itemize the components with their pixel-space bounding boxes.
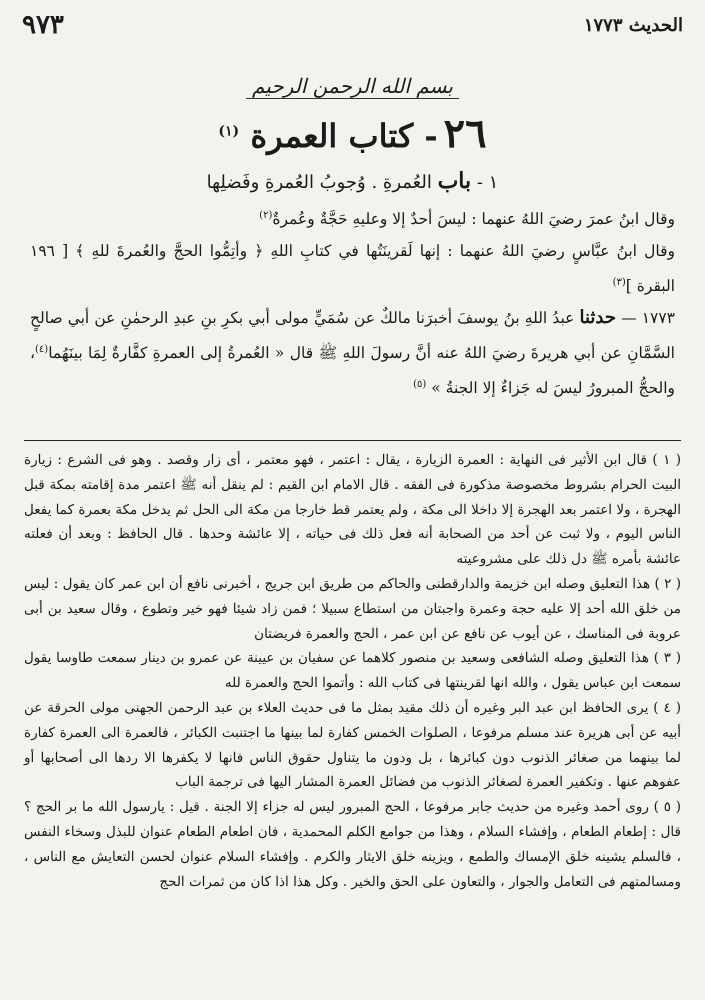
hadith-1773 bbox=[30, 302, 675, 404]
book-title-footnote-mark: (١) bbox=[218, 123, 240, 140]
footnote-mark-5: (٥) bbox=[413, 379, 427, 391]
footnote-mark-4: (٤) bbox=[35, 344, 49, 356]
hadith-text: عبدُ اللهِ بنُ يوسفَ أخبرَنا مالكٌ عن سُمَيٍّ مولى أبي بكرِ بنِ عبدِ الرحمٰنِ عن أبي صالحٍ السَّمَّانِ عن أبي هريرةَ رضيَ اللهُ عنه أنَّ رسولَ اللهِ ﷺ قال « العُمرةُ إلى العمرةِ كفَّارةٌ لِمَا بينَهُما bbox=[30, 309, 675, 363]
footnote-3: ( ٣ ) هذا التعليق وصله الشافعى وسعيد بن منصور كلاهما عن سفيان بن عيينة عن عمرو بن دينار سمعت طاوسا يقول سمعت ابن عباس يقول ، والله انها لقرينتها فى كتاب الله : وأتموا الحج والعمرة لله bbox=[24, 650, 681, 692]
basmala-text: بسم الله الرحمن الرحيم bbox=[246, 74, 459, 99]
footnotes bbox=[24, 448, 681, 894]
book-number: ٢٦ bbox=[443, 110, 487, 157]
page-header bbox=[22, 8, 683, 42]
chapter-heading bbox=[0, 168, 705, 194]
athar-ibn-abbas-text: وقال ابنُ عبَّاسٍ رضيَ اللهُ عنهما : إنها لَقرينَتُها في كتابِ اللهِ ﴿ وأتِمُّوا الحجَّ والعُمرةَ للهِ ﴾ [ ١٩٦ البقرة ] bbox=[30, 242, 675, 296]
chapter-bab-label: باب bbox=[437, 168, 472, 194]
athar-ibn-umar bbox=[30, 200, 675, 235]
running-header-hadith-ref: الحديث ١٧٧٣ bbox=[583, 14, 683, 36]
book-title bbox=[0, 110, 705, 157]
hadith-number: ١٧٧٣ — bbox=[621, 309, 675, 328]
footnote-mark-3: (٣) bbox=[612, 277, 626, 289]
hadith-label: حدثنا bbox=[579, 307, 616, 329]
footnote-4: ( ٤ ) يرى الحافظ ابن عبد البر وغيره أن ذلك مقيد بمثل ما فى حديث العلاء بن عبد الرحمن الجهنى مولى الحرقة عن أبيه عن أبى هريرة عند مسلم مرفوعا ، الصلوات الخمس كفارة لما بينها ما اجتنبت الكبائر ، فالعمرة الى العمرة كفارة لما بينهما من صغائر الذنوب دون كبائرها ، بل ودون ما يتناول حقوق الناس فانها لا يكفرها الا ردها الى أصحابها أو عفوهم عنها . وتكفير العمرة لصغائر الذنوب من فضائل العمرة المشار اليها فى ترجمة الباب bbox=[24, 699, 681, 791]
footnote-5: ( ٥ ) روى أحمد وغيره من حديث جابر مرفوعا ، الحج المبرور ليس له جزاء إلا الجنة . قيل : يارسول الله ما بر الحج ؟ قال : إطعام الطعام ، وإفشاء السلام ، وهذا من جوامع الكلم المحمدية ، فان اطعام الطعام عنوان للبذل وسخاء النفس ، فالسلم يشينه خلق الإمساك والطمع ، ويزينه خلق الايثار والكرم . وإفشاء السلام عنوان لحسن التعايش مع الناس ، ومسالمتهم فى التعامل والجوار ، والتعاون على الحق والخير . وكل هذا اذا كان من ثمرات الحج bbox=[24, 799, 681, 890]
hadith-text-continued: ، والحجُّ المبرورُ ليسَ له جَزاءٌ إلا الجنةُ » bbox=[30, 344, 675, 398]
chapter-number: ١ - bbox=[476, 172, 499, 193]
basmala-calligraphy bbox=[0, 74, 705, 98]
footnote-1: ( ١ ) قال ابن الأثير فى النهاية : العمرة الزيارة ، يقال : اعتمر ، فهو معتمر ، أى زار وقصد . وهو فى الشرع : زيارة البيت الحرام بشروط مخصوصة مذكورة فى الفقه . قال الامام ابن القيم : لم ينقل أنه ﷺ اعتمر مدة إقامته بمكة قبل الهجرة ، ولا اعتمر بعد الهجرة إلا داخلا الى مكة ، ولم يعتمر قط خارجا من مكة الى الحل ثم يدخل مكة بعمرة كما يفعل الناس اليوم ، ولا ثبت عن أحد من الصحابة أنه فعل ذلك فى حياته ، إلا عائشة وحدها . قال الحافظ : وبعد أن فعلته عائشة بأمره ﷺ دل ذلك على مشروعيته bbox=[24, 452, 681, 568]
page-number: ٩٧٣ bbox=[22, 10, 64, 40]
footnote-2: ( ٢ ) هذا التعليق وصله ابن خزيمة والدارقطنى والحاكم من طريق ابن جريج ، أخبرنى نافع أن ابن عمر كان يقول : ليس من خلق الله أحد إلا عليه حجة وعمرة واجبتان من استطاع سبيلا ؛ فمن زاد شيئا فهو خير وتطوع ، وقال سعيد بن أبى عروبة فى المناسك ، عن أيوب عن نافع عن ابن عمر ، الحج والعمرة فريضتان bbox=[24, 575, 681, 642]
chapter-title: العُمرةِ . وُجوبُ العُمرةِ وفَضلِها bbox=[206, 172, 432, 193]
main-text bbox=[30, 200, 675, 405]
athar-ibn-abbas bbox=[30, 235, 675, 302]
athar-ibn-umar-text: وقال ابنُ عمرَ رضيَ اللهُ عنهما : ليسَ أحدٌ إلا وعليهِ حَجَّةٌ وعُمرةٌ bbox=[272, 210, 675, 229]
footnote-mark-2: (٢) bbox=[259, 210, 273, 221]
footnote-divider bbox=[24, 440, 681, 441]
book-title-text: - كتاب العمرة bbox=[250, 117, 438, 155]
